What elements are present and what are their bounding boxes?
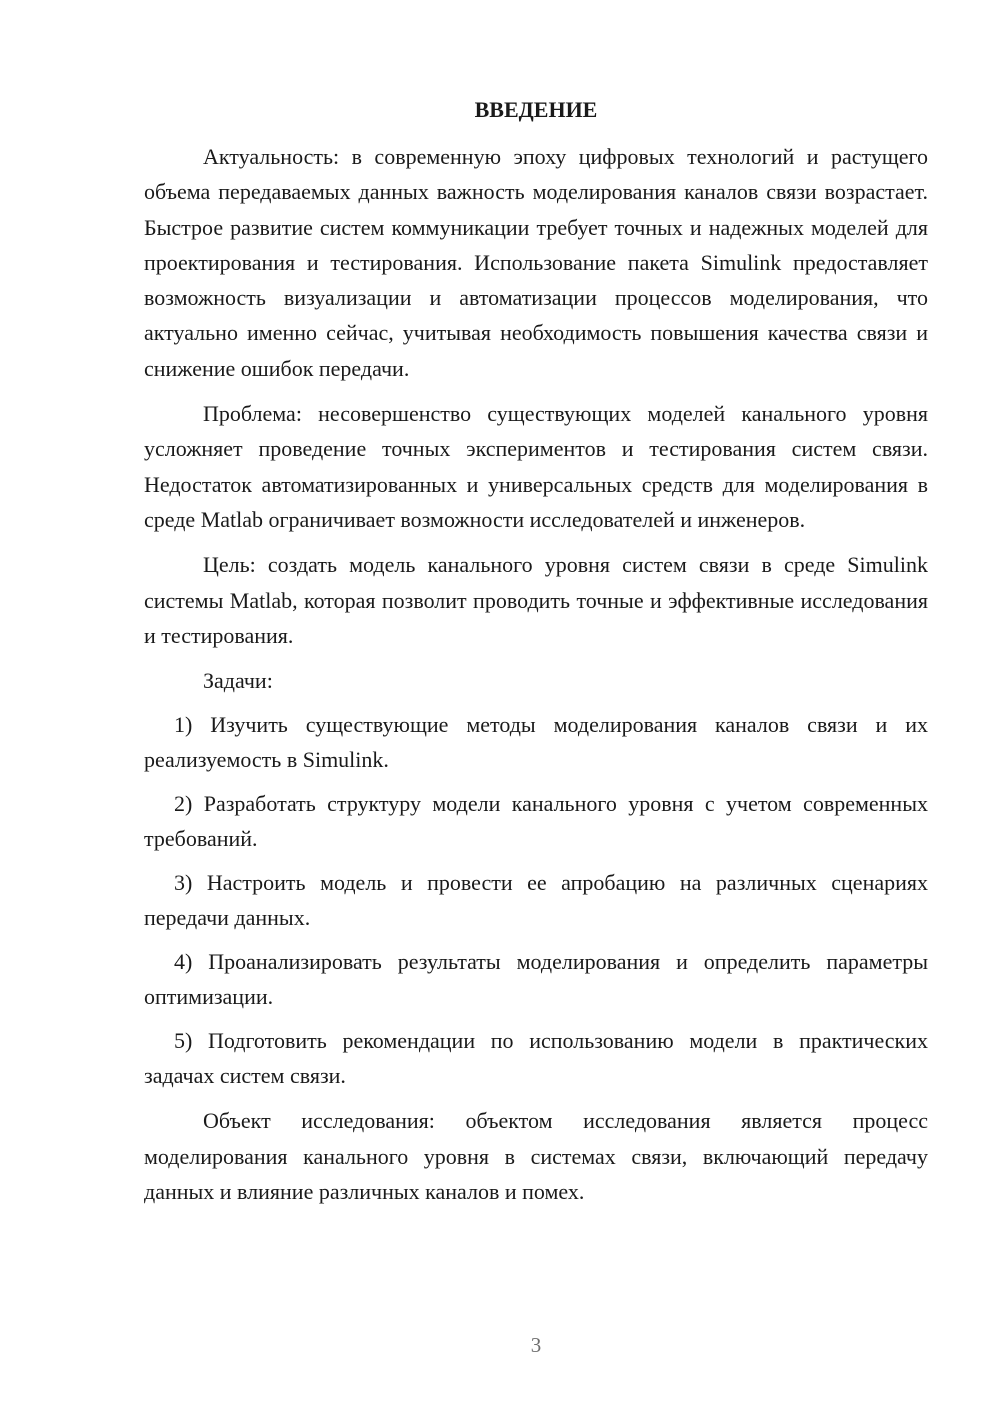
- paragraph-object: Объект исследования: объектом исследования является процесс моделирования канального уровня в системах связи, включающий передачу данных и влияние различных каналов и помех.: [144, 1108, 928, 1205]
- paragraph-problem: Проблема: несовершенство существующих моделей канального уровня усложняет проведение точных экспериментов и тестирования систем связи. Недостаток автоматизированных и универсальных средств для моделирования в среде Matlab ограничивает возможности исследователей и инженеров.: [144, 401, 928, 532]
- task-item-4: 4) Проанализировать результаты моделирования и определить параметры оптимизации.: [144, 949, 928, 1009]
- task-item-5: 5) Подготовить рекомендации по использованию модели в практических задачах систем связи.: [144, 1028, 928, 1088]
- task-item-2: 2) Разработать структуру модели канального уровня с учетом современных требований.: [144, 791, 928, 851]
- page-title: ВВЕДЕНИЕ: [474, 97, 598, 122]
- document-page: [144, 92, 928, 1209]
- task-item-3: 3) Настроить модель и провести ее апробацию на различных сценариях передачи данных.: [144, 870, 928, 930]
- task-item-1: 1) Изучить существующие методы моделирования каналов связи и их реализуемость в Simulink.: [144, 712, 928, 772]
- paragraph-relevance: Актуальность: в современную эпоху цифровых технологий и растущего объема передаваемых данных важность моделирования каналов связи возрастает. Быстрое развитие систем коммуникации требует точных и надежных моделей для проектирования и тестирования. Использование пакета Simulink предоставляет возможность визуализации и автоматизации процессов моделирования, что актуально именно сейчас, учитывая необходимость повышения качества связи и снижение ошибок передачи.: [144, 144, 928, 381]
- tasks-label: Задачи:: [203, 668, 273, 694]
- paragraph-goal: Цель: создать модель канального уровня систем связи в среде Simulink системы Matlab, которая позволит проводить точные и эффективные исследования и тестирования.: [144, 552, 928, 648]
- page-number: 3: [530, 1333, 542, 1357]
